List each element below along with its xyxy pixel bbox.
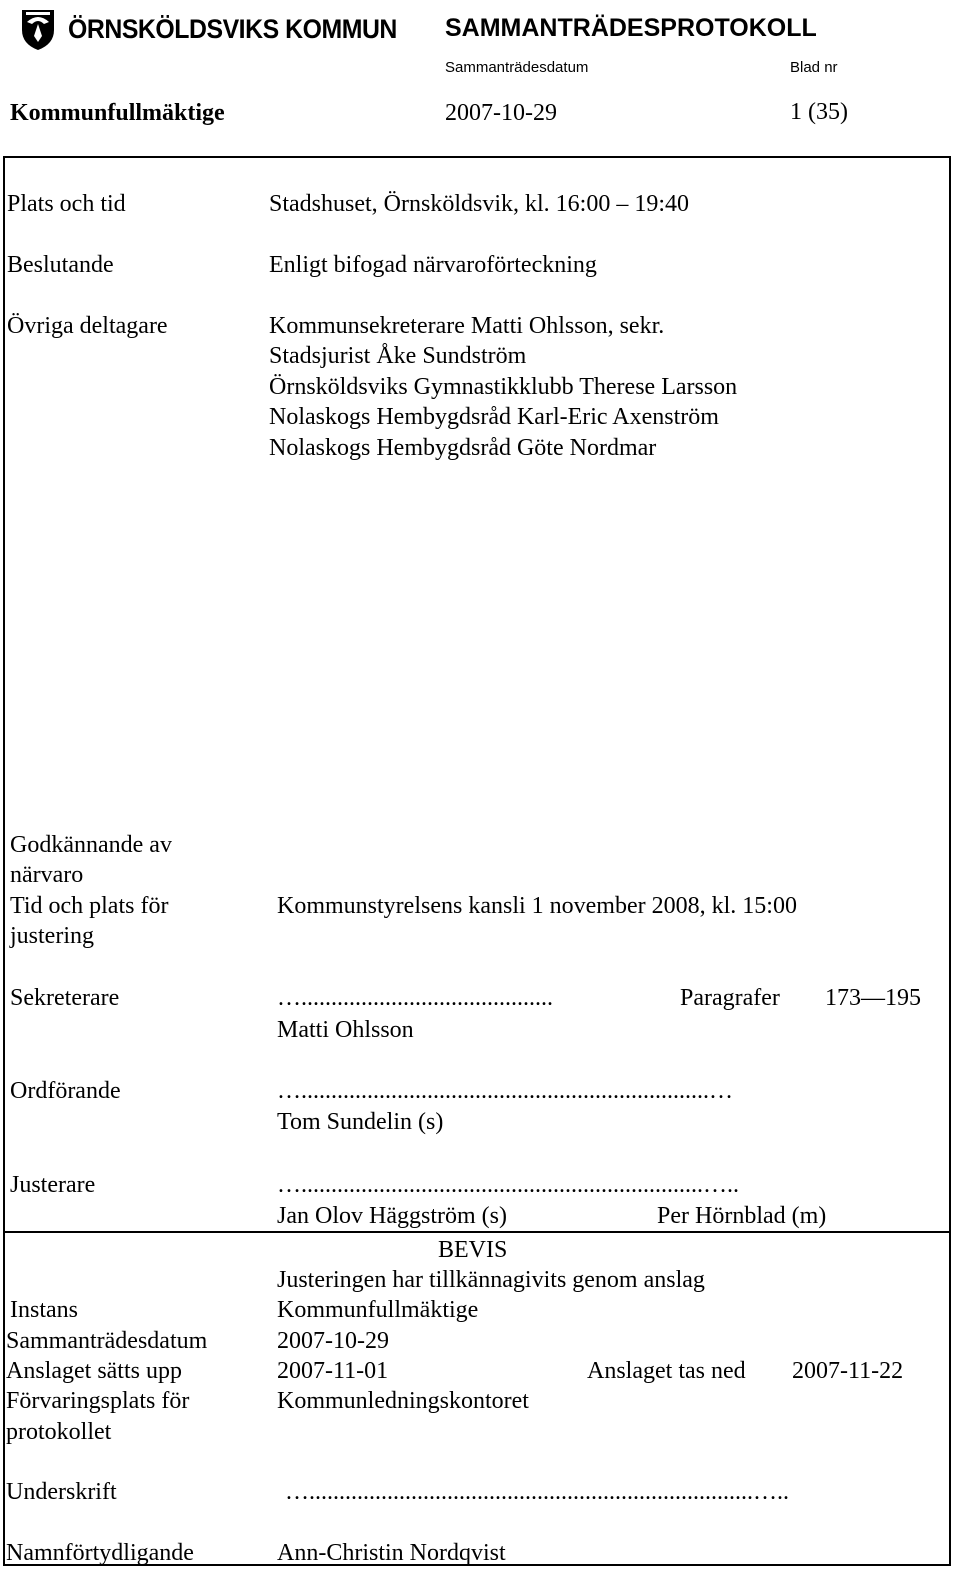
signature-label: Underskrift bbox=[6, 1479, 117, 1505]
removed-label: Anslaget tas ned bbox=[587, 1358, 746, 1384]
place-value: Stadshuset, Örnsköldsvik, kl. 16:00 – 19:40 bbox=[269, 191, 690, 217]
body-name: Kommunfullmäktige bbox=[10, 100, 225, 126]
adjustment-time-label: Tid och plats för bbox=[10, 893, 169, 919]
certificate-title: BEVIS bbox=[438, 1237, 508, 1263]
name-clarification-label: Namnförtydligande bbox=[6, 1540, 194, 1566]
certificate-date-label: Sammanträdesdatum bbox=[6, 1328, 208, 1354]
adjuster-label: Justerare bbox=[10, 1172, 96, 1198]
adjustment-time-value: Kommunstyrelsens kansli 1 november 2008, kl. 15:00 bbox=[277, 893, 797, 919]
secretary-signature-line: ….......................................... bbox=[277, 985, 553, 1011]
page-label: Blad nr bbox=[790, 59, 838, 76]
municipality-logo bbox=[18, 6, 397, 52]
adjustment-time-label: justering bbox=[10, 923, 94, 949]
secretary-label: Sekreterare bbox=[10, 985, 120, 1011]
posted-value: 2007-11-01 bbox=[277, 1358, 389, 1384]
date-label: Sammanträdesdatum bbox=[445, 59, 589, 76]
approval-label: närvaro bbox=[10, 862, 84, 888]
instance-label: Instans bbox=[10, 1297, 78, 1323]
chair-signature-line: …....................................................................… bbox=[277, 1078, 733, 1104]
others-label: Övriga deltagare bbox=[7, 313, 168, 339]
posted-label: Anslaget sätts upp bbox=[6, 1358, 182, 1384]
participant-item: Nolaskogs Hembygdsråd Göte Nordmar bbox=[269, 435, 657, 461]
secretary-name: Matti Ohlsson bbox=[277, 1017, 414, 1043]
participant-item: Kommunsekreterare Matti Ohlsson, sekr. bbox=[269, 313, 665, 339]
signature-line: …..........................................................................….. bbox=[285, 1479, 789, 1505]
adjuster-name: Per Hörnblad (m) bbox=[657, 1203, 827, 1229]
chair-label: Ordförande bbox=[10, 1078, 121, 1104]
paragraphs-value: 173—195 bbox=[825, 985, 921, 1011]
adjuster-name: Jan Olov Häggström (s) bbox=[277, 1203, 507, 1229]
storage-label: Förvaringsplats för bbox=[6, 1388, 190, 1414]
meeting-date: 2007-10-29 bbox=[445, 100, 557, 126]
certificate-statement: Justeringen har tillkännagivits genom anslag bbox=[277, 1267, 705, 1293]
page-number: 1 (35) bbox=[790, 99, 848, 125]
paragraphs-label: Paragrafer bbox=[680, 985, 780, 1011]
approval-label: Godkännande av bbox=[10, 832, 172, 858]
storage-value: Kommunledningskontoret bbox=[277, 1388, 529, 1414]
certificate-date-value: 2007-10-29 bbox=[277, 1328, 389, 1354]
instance-value: Kommunfullmäktige bbox=[277, 1297, 479, 1323]
participant-item: Örnsköldsviks Gymnastikklubb Therese Larsson bbox=[269, 374, 738, 400]
adjuster-signature-line: …...................................................................….. bbox=[277, 1172, 739, 1198]
storage-label: protokollet bbox=[6, 1419, 112, 1445]
document-type: SAMMANTRÄDESPROTOKOLL bbox=[445, 14, 817, 42]
removed-value: 2007-11-22 bbox=[792, 1358, 904, 1384]
deciding-label: Beslutande bbox=[7, 252, 114, 278]
participant-item: Stadsjurist Åke Sundström bbox=[269, 343, 527, 369]
chair-name: Tom Sundelin (s) bbox=[277, 1109, 444, 1135]
participant-item: Nolaskogs Hembygdsråd Karl-Eric Axenström bbox=[269, 404, 719, 430]
name-clarification-value: Ann-Christin Nordqvist bbox=[277, 1540, 506, 1566]
logo-text: ÖRNSKÖLDSVIKS KOMMUN bbox=[68, 14, 397, 44]
section-divider bbox=[3, 1231, 951, 1233]
deciding-value: Enligt bifogad närvaroförteckning bbox=[269, 252, 597, 278]
coat-of-arms-icon bbox=[18, 6, 58, 52]
place-label: Plats och tid bbox=[7, 191, 126, 217]
